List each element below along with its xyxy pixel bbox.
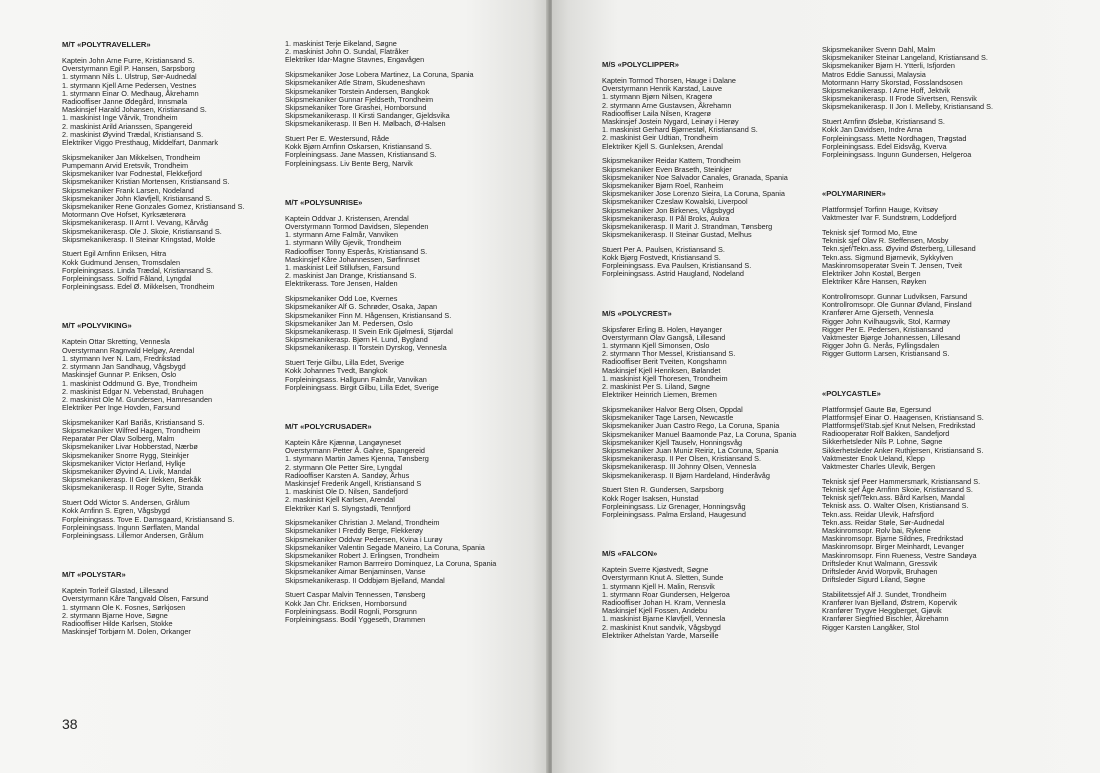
crew-member-line: Kokk Bjørn Arnfinn Oskarsen, Kristiansand S. (285, 142, 432, 152)
ship-title: M/S «POLYCLIPPER» (602, 60, 679, 69)
crew-member-line: Forpleiningsass. Edel Eidsvåg, Kverva (822, 141, 947, 151)
crew-member-line: Rigger Per E. Pedersen, Kristiansand (822, 324, 944, 334)
crew-member-line: 2. styrmann Jan Sandhaug, Vågsbygd (62, 362, 186, 372)
crew-member-line: Elektriker John Kostøl, Bergen (822, 269, 921, 279)
crew-member-line: 1. styrmann Nils L. Ulstrup, Sør-Audnedal (62, 72, 197, 82)
crew-group (285, 359, 525, 392)
crew-member-line: Radiooffiser Laila Nilsen, Kragerø (602, 108, 711, 118)
crew-member-line: Maskinromsopr. Rolv bai, Rykene (822, 525, 931, 535)
crew-member-line: Teknisk sjef/Tekn.ass. Bård Karlsen, Mandal (822, 493, 965, 503)
crew-member-line: Maskinsjef Torbjørn M. Dolen, Orkanger (62, 627, 191, 637)
crew-member-line: Skipsmekaniker Christian J. Meland, Trondheim (285, 518, 440, 528)
crew-member-line: Skipsmekanikerasp. II Geir Ilekken, Berkåk (62, 475, 202, 485)
crew-member-line: Skipsmekaniker Frank Larsen, Nodeland (62, 185, 194, 195)
crew-member-line: Plattformsjef/Stab.sjef Knut Nelsen, Fredrikstad (822, 421, 976, 430)
crew-member-line: Stuert Per A. Paulsen, Kristiansand S. (602, 244, 725, 254)
crew-member-line: Motormann Ove Hofset, Kyrksæterøra (62, 210, 186, 220)
crew-member-line: 2. maskinist Øyvind Trædal, Kristiansand S. (62, 129, 204, 139)
crew-member-line: Skipsmekanikerasp. II Pål Broks, Aukra (602, 213, 730, 223)
crew-member-line: Forpleiningsass. Solfrid Fåland, Lyngdal (62, 274, 192, 284)
crew-group (62, 499, 272, 540)
crew-member-line: Skipsmekanikerasp. II Torstein Dyrskog, Vennesla (285, 343, 447, 353)
crew-member-line: Vaktmester Enok Ueland, Klepp (822, 453, 925, 463)
crew-member-line: Matros Eddie Sanussi, Malaysia (822, 69, 926, 79)
crew-member-line: Overstyrmann Olav Gangså, Lillesand (602, 332, 726, 342)
crew-member-line: Elektriker Per Inge Hovden, Farsund (62, 403, 181, 413)
crew-member-line: 1. styrmann Bjørn Nilsen, Kragerø (602, 92, 713, 102)
crew-member-line: Vaktmester Bjørge Johannessen, Lillesand (822, 332, 961, 342)
crew-member-line: Kokk Arnfinn S. Egren, Vågsbygd (62, 506, 170, 516)
crew-member-line: 2. maskinist Jan Drange, Kristiansand S. (285, 271, 417, 281)
crew-member-line: Forpleiningsass. Jane Massen, Kristiansand S. (285, 150, 437, 160)
crew-group (602, 77, 817, 151)
crew-member-line: Skipsmekaniker John Kløvfjell, Kristiansand S. (62, 193, 213, 203)
crew-member-line: Radiooffiser Hilde Karlsen, Stokke (62, 618, 173, 628)
crew-member-line: Maskinsjef Frederik Angell, Kristiansand S (285, 478, 422, 488)
crew-member-line: Skipsmekanikerasp. II Ben H. Mølbach, Ø-Halsen (285, 119, 446, 129)
crew-member-line: Skipsmekaniker Gunnar Fjeldseth, Trondheim (285, 94, 434, 104)
crew-member-line: Skipsmekanikerasp. II Marit J. Strandman, Tønsberg (602, 221, 773, 231)
crew-member-line: Driftsleder Knut Walmann, Gressvik (822, 558, 938, 568)
crew-column-2 (285, 40, 525, 624)
crew-member-line: Kaptein Ottar Skretting, Vennesla (62, 337, 170, 347)
crew-member-line: Driftsleder Arvid Worpvik, Bruhagen (822, 566, 938, 576)
crew-group (602, 157, 817, 239)
crew-member-line: Forpleiningsass. Ingunn Sørflaten, Mandal (62, 522, 200, 532)
crew-group (822, 478, 1042, 585)
crew-member-line: Teknisk sjef Olav R. Steffensen, Mosby (822, 236, 949, 246)
crew-member-line: Kranfører Arne Gjerseth, Vennesla (822, 308, 934, 318)
crew-member-line: Kokk Johannes Tvedt, Bangkok (285, 366, 388, 376)
crew-member-line: Reparatør Per Olav Solberg, Malm (62, 434, 175, 444)
crew-member-line: Rigger John Kvilhaugsvik, Stol, Karmøy (822, 316, 951, 326)
crew-member-line: Skipsmekanikerasp. II Jon I. Melleby, Kristiansand S. (822, 102, 994, 112)
crew-member-line: Radiooffiser Tonny Esperås, Kristiansand S. (285, 246, 428, 256)
crew-member-line: 1. maskinist Bjarne Kløvfjell, Vennesla (602, 614, 726, 624)
crew-member-line: Forpleiningsass. Tove E. Damsgaard, Kristiansand S. (62, 514, 235, 524)
crew-member-line: Maskinsjef Kjell Henriksen, Bølandet (602, 365, 721, 375)
crew-member-line: Skipsmekaniker Noe Salvador Canales, Granada, Spania (602, 172, 788, 182)
crew-member-line: Elektriker Athelstan Yarde, Marseille (602, 630, 719, 640)
ship-crew-list (62, 40, 272, 291)
crew-member-line: Kaptein Tormod Thorsen, Hauge i Dalane (602, 76, 736, 85)
crew-member-line: Skipsmekaniker Manuel Baamonde Paz, La Coruna, Spania (602, 429, 797, 439)
ship-crew-list (602, 549, 817, 640)
crew-member-line: Skipsmekanikerasp. II Steinar Gustad, Melhus (602, 230, 752, 240)
crew-member-line: Skipsmekaniker Alf G. Schrøder, Osaka, Japan (285, 302, 438, 312)
crew-member-line: Skipsmekaniker Odd Loe, Kvernes (285, 294, 398, 304)
crew-member-line: Skipsmekaniker Wilfred Hagen, Trondheim (62, 426, 201, 436)
crew-member-line: Motormann Harry Skorstad, Fosslandsosen (822, 77, 963, 87)
crew-member-line: Forpleiningsass. Birgit Gilbu, Lilla Edet, Sverige (285, 382, 439, 392)
crew-group (822, 591, 1042, 632)
crew-group (822, 46, 1042, 112)
crew-member-line: Tekn.ass. Reidar Ulevik, Hafrsfjord (822, 509, 934, 519)
crew-member-line: Overstyrmann Kåre Tangvald Olsen, Farsund (62, 594, 209, 604)
crew-member-line: 2. styrmann Arne Gustavsen, Åkrehamn (602, 100, 732, 110)
crew-member-line: Skipsmekaniker Tage Larsen, Newcastle (602, 413, 734, 423)
crew-member-line: Skipsmekaniker Ramon Barrreiro Dominquez, La Coruna, Spania (285, 559, 497, 569)
crew-member-line: Elektriker Karl S. Slyngstadli, Tennfjord (285, 503, 411, 513)
crew-member-line: Skipsmekaniker Kristian Mortensen, Kristiansand S. (62, 177, 230, 187)
crew-member-line: 1. styrmann Einar O. Medhaug, Åkrehamn (62, 88, 199, 98)
crew-member-line: 2. maskinist Knut sandvik, Vågsbygd (602, 622, 721, 632)
crew-member-line: Forpleiningsass. Linda Trædal, Kristiansand S. (62, 265, 213, 275)
crew-member-line: Skipsmekaniker Valentin Segade Maneiro, La Coruna, Spania (285, 542, 485, 552)
crew-member-line: Elektriker Viggo Presthaug, Middelfart, Danmark (62, 138, 219, 148)
crew-member-line: Forpleiningsass. Liv Bente Berg, Narvik (285, 158, 413, 168)
crew-member-line: Forpleiningsass. Ingunn Gundersen, Helgeroa (822, 149, 972, 159)
crew-member-line: Skipsmekanikerasp. II Per Olsen, Kristiansand S. (602, 454, 761, 464)
crew-member-line: Skipsmekaniker Finn M. Hågensen, Kristiansand S. (285, 310, 452, 320)
crew-member-line: Skipsmekaniker Victor Herland, Hylkje (62, 458, 186, 468)
crew-member-line: Skipsmekanikerasp. I Arne Hoff, Jektvik (822, 86, 951, 96)
crew-member-line: 2. styrmann Thor Messel, Kristiansand S. (602, 349, 736, 359)
crew-member-line: Skipsmekaniker Jan Mikkelsen, Trondheim (62, 152, 201, 162)
crew-member-line: Tekn.ass. Reidar Støle, Sør-Audnedal (822, 517, 945, 527)
crew-member-line: Vaktmester Ivar F. Sundstrøm, Loddefjord (822, 213, 957, 223)
crew-member-line: Pumpemann Arvid Eretsvik, Trondheim (62, 160, 189, 170)
crew-member-line: Skipsmekaniker Oddvar Pedersen, Kvina i Lurøy (285, 534, 443, 544)
crew-member-line: Maskinsjef Harald Johansen, Kristiansand S. (62, 105, 207, 115)
crew-member-line: Elektriker Idar-Magne Stavnes, Engavågen (285, 55, 425, 65)
crew-member-line: Skipsmekaniker Tore Grashei, Hornborsund (285, 102, 427, 112)
crew-member-line: 1. styrmann Roar Gundersen, Helgeroa (602, 589, 730, 599)
crew-member-line: Elektriker Kjell S. Gunleksen, Arendal (602, 141, 723, 151)
crew-member-line: 1. maskinist Oddmund G. Bye, Trondheim (62, 378, 198, 388)
right-page (552, 0, 1100, 773)
crew-member-line: Maskinsjef Jostein Nygard, Leinøy i Herøy (602, 117, 739, 127)
crew-member-line: Elektriker Heinrich Liemen, Bremen (602, 390, 717, 400)
ship-crew-list (822, 46, 1042, 159)
crew-member-line: Skipsmekaniker Kjell Tauselv, Honningsvåg (602, 437, 743, 447)
crew-member-line: Kokk Bjørg Fostvedt, Kristiansand S. (602, 253, 721, 263)
crew-member-line: Teknisk sjef Tormod Mo, Etne (822, 228, 918, 238)
crew-member-line: Stuert Odd Wictor S. Andersen, Grålum (62, 498, 190, 508)
crew-member-line: 2. styrmann Bjarne Hove, Søgne (62, 610, 168, 620)
crew-group (62, 250, 272, 291)
crew-member-line: Elektriker Kåre Hansen, Røyken (822, 277, 927, 287)
crew-member-line: 2. maskinist Geir Udtian, Trondheim (602, 133, 718, 143)
crew-member-line: Plattformsjef Torfinn Hauge, Kvitsøy (822, 205, 938, 215)
crew-member-line: 1. styrmann Kjell H. Malin, Rensvik (602, 581, 715, 591)
crew-member-line: Skipsmekaniker Even Braseth, Steinkjer (602, 164, 732, 174)
crew-member-line: Kaptein Kåre Kjænnø, Langøyneset (285, 437, 402, 447)
crew-member-line: Forpleiningsass. Hallgunn Falmår, Vanvikan (285, 374, 427, 384)
crew-member-line: Radiooffiser Johan H. Kram, Vennesla (602, 597, 726, 607)
crew-group (822, 229, 1042, 286)
crew-group (62, 419, 272, 493)
crew-member-line: Radiooffiser Berit Tveiten, Kongshamn (602, 357, 727, 367)
crew-member-line: Forpleiningsass. Bodil Yggeseth, Drammen (285, 614, 426, 624)
crew-group (822, 206, 1042, 222)
crew-column-1 (62, 40, 272, 636)
crew-member-line: Maskinsjef Kjell Fossen, Andebu (602, 606, 708, 616)
crew-member-line: Kaptein Oddvar J. Kristensen, Arendal (285, 213, 409, 223)
crew-member-line: Skipsmekaniker Jose Lorenzo Sieira, La Coruna, Spania (602, 189, 785, 199)
crew-member-line: Kokk Gudmund Jensen, Tromsdalen (62, 257, 181, 267)
crew-member-line: Stuert Terje Gilbu, Lilla Edet, Sverige (285, 358, 405, 368)
crew-member-line: Skipsmekaniker Jon Birkenes, Vågsbygd (602, 205, 735, 215)
crew-group (602, 406, 817, 480)
crew-member-line: 2. styrmann Ole Petter Sire, Lyngdal (285, 462, 403, 472)
crew-member-line: Maskinromsopr. Finn Rueness, Vestre Sandøya (822, 550, 977, 560)
crew-member-line: Maskinromsopr. Birger Meinhardt, Levanger (822, 542, 964, 552)
crew-member-line: Kranfører Trygve Heggberget, Gjøvik (822, 606, 942, 616)
crew-member-line: 1. maskinist Ole D. Nilsen, Sandefjord (285, 487, 408, 497)
crew-member-line: Skipsmekaniker Øyvind A. Livik, Mandal (62, 467, 192, 477)
ship-title: M/T «POLYTRAVELLER» (62, 40, 151, 49)
ship-title: «POLYMARINER» (822, 189, 886, 199)
crew-group (285, 215, 525, 289)
crew-group (602, 486, 817, 519)
ship-crew-list (285, 40, 525, 168)
crew-group (62, 154, 272, 244)
crew-member-line: Kokk Jan Chr. Ericksen, Hornborsund (285, 598, 407, 608)
crew-member-line: Skipsmekanikerasp. II Oddbjørn Bjelland, Mandal (285, 575, 445, 585)
crew-group (822, 118, 1042, 159)
crew-member-line: Forpleiningsass. Palma Ersland, Haugesund (602, 509, 746, 519)
crew-member-line: Sikkerhetsleder Anker Ruthjersen, Kristiansand S. (822, 445, 984, 455)
crew-member-line: 2. maskinist Per S. Liland, Søgne (602, 382, 710, 392)
crew-member-line: Radiooffiser Karsten A. Sandøy, Århus (285, 470, 410, 480)
ship-crew-list (62, 321, 272, 540)
crew-group (822, 293, 1042, 359)
crew-member-line: Skipsmekaniker Juan Muniz Reiriz, La Coruna, Spania (602, 446, 779, 456)
crew-member-line: Skipsmekanikerasp. II Bjørn Hardeland, Hinderåvåg (602, 470, 770, 480)
crew-group (62, 338, 272, 412)
crew-group (822, 406, 1042, 472)
crew-member-line: Kokk Roger Isaksen, Hunstad (602, 493, 699, 503)
crew-member-line: Maskinsjef Gunnar P. Eriksen, Oslo (62, 370, 177, 380)
crew-member-line: Skipsmekaniker Ivar Fodnestøl, Flekkefjord (62, 169, 202, 179)
crew-member-line: Skipsmekaniker Bjørn Roel, Ranheim (602, 180, 724, 190)
ship-crew-list (285, 422, 525, 624)
crew-member-line: Skipsmekanikerasp. II Steinar Kringstad, Molde (62, 234, 216, 244)
crew-member-line: 1. styrmann Ole K. Fosnes, Sørkjosen (62, 602, 186, 612)
page-number: 38 (62, 716, 78, 732)
crew-member-line: Teknisk sjef Åge Arnfinn Skoie, Kristiansand S. (822, 484, 973, 494)
crew-member-line: Skipsmekaniker Jan M. Pedersen, Oslo (285, 318, 413, 328)
crew-member-line: Forpleiningsass. Edel Ø. Mikkelsen, Trondheim (62, 282, 215, 292)
ship-title: M/T «POLYSUNRISE» (285, 197, 363, 207)
crew-member-line: Stuert Caspar Malvin Tennessen, Tønsberg (285, 590, 426, 600)
crew-member-line: Skipsmekaniker Juan Castro Rego, La Coruna, Spania (602, 421, 780, 431)
crew-member-line: Skipsmekanikerasp. II Frode Sivertsen, Rensvik (822, 94, 977, 104)
crew-member-line: Skipsmekaniker Robert J. Erlingsen, Trondheim (285, 551, 440, 561)
crew-member-line: 1. styrmann Martin James Kjenna, Tønsberg (285, 454, 429, 464)
crew-member-line: Rigger Guttorm Larsen, Kristiansand S. (822, 349, 950, 359)
crew-member-line: 1. styrmann Iver N. Lam, Fredrikstad (62, 353, 181, 363)
crew-member-line: Maskinsjef Kåre Johannessen, Sørfinnset (285, 254, 420, 264)
crew-group (285, 295, 525, 352)
crew-member-line: Overstyrmann Egil P. Hansen, Sarpsborg (62, 64, 195, 74)
crew-member-line: Skipsmekaniker Halvor Berg Olsen, Oppdal (602, 405, 743, 414)
crew-member-line: 1. styrmann Arne Falmår, Vanviken (285, 230, 399, 240)
crew-member-line: Stuert Egil Arnfinn Eriksen, Hitra (62, 249, 167, 259)
ship-title: «POLYCASTLE» (822, 388, 881, 398)
crew-member-line: Skipsmekaniker Steinar Langeland, Kristiansand S. (822, 53, 988, 63)
crew-member-line: Maskinromsopr. Bjarne Sildnes, Fredrikstad (822, 534, 964, 544)
crew-member-line: 1. maskinist Inge Vårvik, Trondheim (62, 113, 178, 123)
crew-group (285, 71, 525, 128)
crew-member-line: Skipsmekaniker Svenn Dahl, Malm (822, 45, 936, 54)
ship-title: M/T «POLYSTAR» (62, 570, 126, 580)
crew-group (285, 40, 525, 65)
crew-group (285, 439, 525, 513)
crew-group (285, 519, 525, 585)
crew-member-line: Skipsfører Erling B. Holen, Høyanger (602, 324, 723, 334)
ship-crew-list (62, 570, 272, 636)
ship-title: M/S «FALCON» (602, 549, 658, 559)
crew-member-line: Skipsmekaniker Snorre Rygg, Steinkjer (62, 450, 189, 460)
crew-member-line: Overstyrmann Ragnvald Helgøy, Arendal (62, 345, 195, 355)
crew-member-line: 2. maskinist Edgar N. Vebenstad, Bruhagen (62, 386, 204, 396)
crew-member-line: Skipsmekaniker Livar Hobberstad, Nærbø (62, 442, 198, 452)
crew-member-line: Forpleiningsass. Mette Nordhagen, Trøgstad (822, 133, 967, 143)
crew-member-line: 1. maskinist Gerhard Bjørnestøl, Kristiansand S. (602, 125, 758, 135)
ship-title: M/T «POLYCRUSADER» (285, 421, 372, 431)
crew-member-line: Stuert Arnfinn Øslebø, Kristiansand S. (822, 117, 945, 127)
crew-member-line: Kaptein Torleif Glastad, Lillesand (62, 586, 169, 596)
crew-member-line: Skipsmekaniker Torstein Andersen, Bangkok (285, 86, 430, 96)
crew-member-line: Vaktmester Charles Ulevik, Bergen (822, 462, 936, 472)
crew-member-line: Kaptein Sverre Kjøstvedt, Søgne (602, 565, 709, 575)
crew-group (62, 57, 272, 147)
crew-member-line: Tekn.ass. Sigmund Bjørnevik, Sykkylven (822, 252, 953, 262)
crew-member-line: Skipsmekaniker I Freddy Berge, Flekkerøy (285, 526, 423, 536)
crew-member-line: Teknisk ass. O. Walter Olsen, Kristiansand S. (822, 501, 969, 511)
crew-member-line: Maskinromsoperatør Svein T. Jensen, Tveit (822, 260, 963, 270)
crew-member-line: Skipsmekaniker Aimar Benjaminsen, Vanse (285, 567, 426, 577)
crew-member-line: Skipsmekaniker Rene Gonzales Gomez, Kristiansand S. (62, 201, 245, 211)
crew-member-line: Overstyrmann Henrik Karstad, Lauve (602, 84, 723, 94)
crew-member-line: Overstyrmann Knut A. Sletten, Sunde (602, 573, 724, 583)
crew-member-line: 1. maskinist Kjell Thoresen, Trondheim (602, 373, 728, 383)
ship-crew-list (602, 60, 817, 279)
crew-member-line: 1. styrmann Kjell Simonsen, Oslo (602, 341, 710, 351)
crew-member-line: Skipsmekanikerasp. II Arnt I. Vevang, Kårvåg (62, 218, 209, 228)
crew-member-line: 2. maskinist Arild Arianssen, Spangereid (62, 121, 193, 131)
ship-crew-list (822, 189, 1042, 358)
crew-member-line: Radiooperatør Rolf Bakken, Sandefjord (822, 429, 950, 439)
crew-member-line: Skipsmekaniker Bjørn H. Ytterli, Isfjorden (822, 61, 955, 71)
crew-member-line: Stuert Sten R. Gundersen, Sarpsborg (602, 485, 724, 495)
ship-crew-list (285, 198, 525, 392)
crew-group (62, 587, 272, 636)
crew-member-line: Teknisk sjef Peer Hammersmark, Kristiansand S. (822, 476, 981, 486)
crew-column-3 (602, 60, 817, 640)
crew-member-line: Radiooffiser Janne Ødegård, Innsmøla (62, 97, 188, 107)
crew-member-line: Skipsmekanikerasp. III Johnny Olsen, Vennesla (602, 462, 757, 472)
ship-title: M/T «POLYVIKING» (62, 321, 132, 331)
crew-member-line: Kaptein John Arne Furre, Kristiansand S. (62, 56, 195, 65)
crew-member-line: Stuert Per E. Westersund, Råde (285, 134, 390, 144)
crew-member-line: Skipsmekaniker Jose Lobera Martinez, La Coruna, Spania (285, 70, 474, 80)
crew-member-line: Skipsmekanikerasp. II Kirsti Sandanger, Gjeldsvika (285, 111, 450, 121)
crew-member-line: 2. maskinist John O. Sundal, Flatråker (285, 47, 409, 57)
crew-member-line: Skipsmekanikerasp. II Roger Sylte, Stranda (62, 483, 204, 493)
crew-member-line: Tekn.sjef/Tekn.ass. Øyvind Østerberg, Lillesand (822, 244, 976, 254)
ship-crew-list (822, 389, 1042, 632)
crew-member-line: 2. maskinist Ole M. Gundersen, Hamresanden (62, 394, 213, 404)
crew-member-line: Forpleiningsass. Lillemor Andersen, Grålum (62, 530, 204, 540)
ship-title: M/S «POLYCREST» (602, 308, 672, 318)
crew-member-line: 1. maskinist Terje Eikeland, Søgne (285, 39, 397, 48)
crew-member-line: Forpleiningsass. Liz Grenager, Honningsvåg (602, 501, 746, 511)
crew-member-line: Kranfører Ivan Bjelland, Østrem, Kopervik (822, 598, 958, 608)
crew-member-line: Skipsmekaniker Atle Strøm, Skudeneshavn (285, 78, 425, 88)
crew-member-line: Skipsmekaniker Reidar Kattem, Trondheim (602, 156, 741, 166)
crew-group (602, 326, 817, 400)
crew-member-line: Rigger Karsten Langåker, Stol (822, 622, 920, 632)
crew-member-line: Kranfører Siegfried Bischler, Åkrehamn (822, 614, 949, 624)
crew-member-line: Kontrollromsopr. Gunnar Ludviksen, Farsund (822, 291, 968, 301)
crew-member-line: Skipsmekanikerasp. II Svein Erik Gjølmesli, Stjørdal (285, 326, 453, 336)
crew-member-line: Kokk Jan Davidsen, Indre Arna (822, 125, 923, 135)
crew-member-line: Overstyrmann Tormod Davidsen, Slependen (285, 222, 429, 232)
crew-member-line: Plattformsjef Gaute Bø, Egersund (822, 404, 932, 414)
crew-group (285, 591, 525, 624)
crew-group (602, 566, 817, 640)
crew-member-line: Rigger John G. Nerås, Fyllingsdalen (822, 341, 940, 351)
crew-member-line: Sikkerhetsleder Nils P. Lohne, Søgne (822, 437, 943, 447)
crew-member-line: Skipsmekanikerasp. Ole J. Skoie, Kristiansand S. (62, 226, 222, 236)
crew-member-line: Plattformsjef Einar O. Haagensen, Kristiansand S. (822, 412, 984, 422)
crew-member-line: Skipsmekaniker Karl Bariås, Kristiansand S. (62, 417, 205, 427)
crew-member-line: Forpleiningsass. Bodil Rognli, Porsgrunn (285, 606, 417, 616)
crew-member-line: Forpleiningsass. Astrid Haugland, Nodeland (602, 269, 744, 279)
crew-member-line: Stabilitetssjef Alf J. Sundet, Trondheim (822, 589, 947, 599)
crew-member-line: Kontrollromsopr. Ole Gunnar Øvland, Finsland (822, 300, 972, 310)
crew-column-4 (822, 46, 1042, 632)
crew-member-line: 1. styrmann Kjell Arne Pedersen, Vestnes (62, 80, 197, 90)
crew-member-line: Driftsleder Sigurd Liland, Søgne (822, 575, 926, 585)
crew-member-line: Skipsmekaniker Czeslaw Kowalski, Liverpool (602, 197, 748, 207)
crew-member-line: Elektrikerass. Tore Jensen, Halden (285, 279, 398, 289)
crew-member-line: 2. maskinist Kjell Karlsen, Arendal (285, 495, 395, 505)
crew-member-line: 1. maskinist Leif Stillufsen, Farsund (285, 263, 400, 273)
ship-crew-list (602, 309, 817, 519)
left-page (0, 0, 548, 773)
crew-group (285, 135, 525, 168)
crew-member-line: Overstyrmann Petter Å. Gahre, Spangereid (285, 446, 425, 456)
crew-member-line: Forpleiningsass. Eva Paulsen, Kristiansand S. (602, 261, 752, 271)
crew-member-line: Skipsmekanikerasp. Bjørn H. Lund, Bygland (285, 335, 428, 345)
crew-member-line: 1. styrmann Willy Gjevik, Trondheim (285, 238, 402, 248)
crew-group (602, 246, 817, 279)
